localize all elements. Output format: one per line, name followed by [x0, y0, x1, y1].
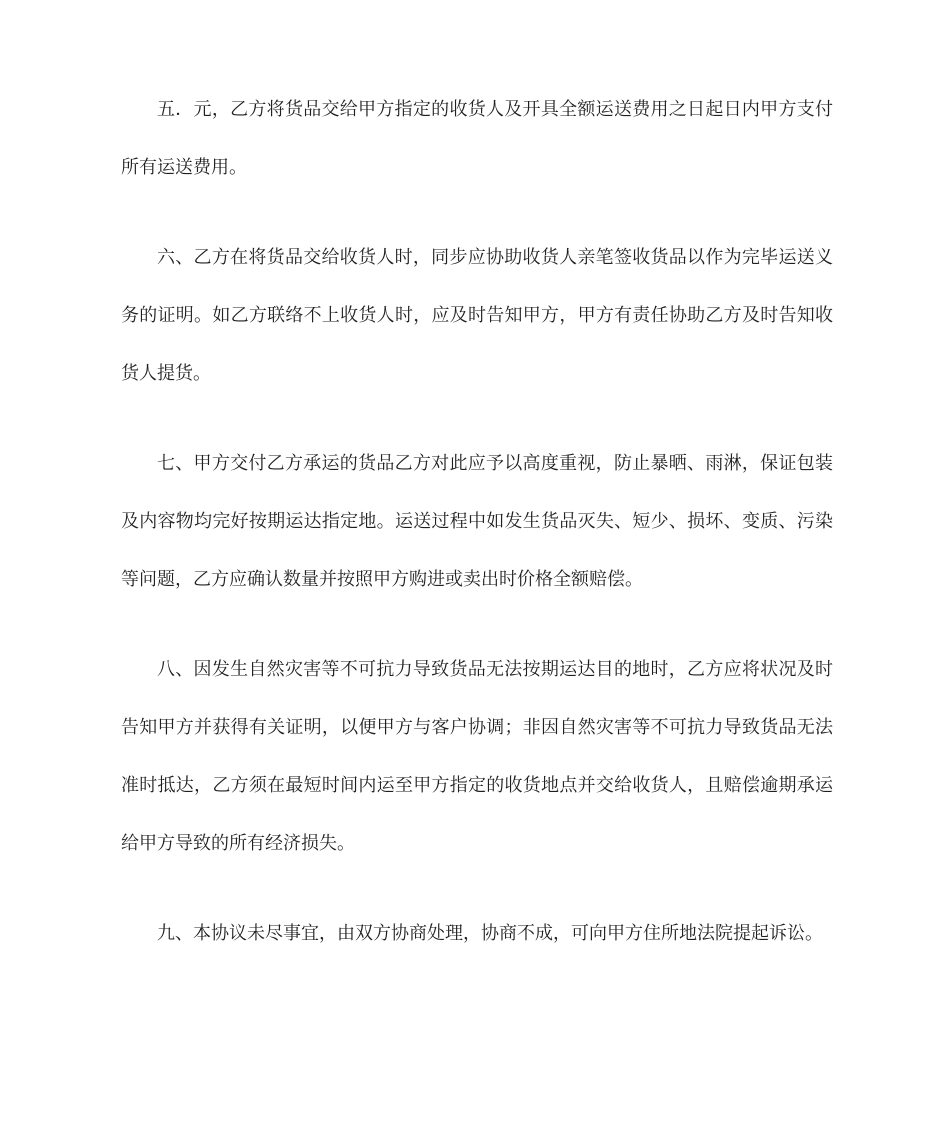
- clause-7-paragraph: 七、甲方交付乙方承运的货品乙方对此应予以高度重视，防止暴晒、雨淋，保证包装及内容物均完好按期运达指定地。运送过程中如发生货品灭失、短少、损坏、变质、污染等问题，乙方应确认数量并按照甲方购进或卖出时价格全额赔偿。: [121, 453, 833, 590]
- clause-9-paragraph: 九、本协议未尽事宜，由双方协商处理，协商不成，可向甲方住所地法院提起诉讼。: [157, 923, 823, 944]
- clause-6-paragraph: 六、乙方在将货品交给收货人时，同步应协助收货人亲笔签收货品以作为完毕运送义务的证明。如乙方联络不上收货人时，应及时告知甲方，甲方有责任协助乙方及时告知收货人提货。: [121, 247, 833, 384]
- clause-8-paragraph: 八、因发生自然灾害等不可抗力导致货品无法按期运达目的地时，乙方应将状况及时告知甲方并获得有关证明，以便甲方与客户协调；非因自然灾害等不可抗力导致货品无法准时抵达，乙方须在最短时间内运至甲方指定的收货地点并交给收货人，且赔偿逾期承运给甲方导致的所有经济损失。: [121, 659, 833, 854]
- clause-5-paragraph: 五．元，乙方将货品交给甲方指定的收货人及开具全额运送费用之日起日内甲方支付所有运送费用。: [121, 99, 833, 178]
